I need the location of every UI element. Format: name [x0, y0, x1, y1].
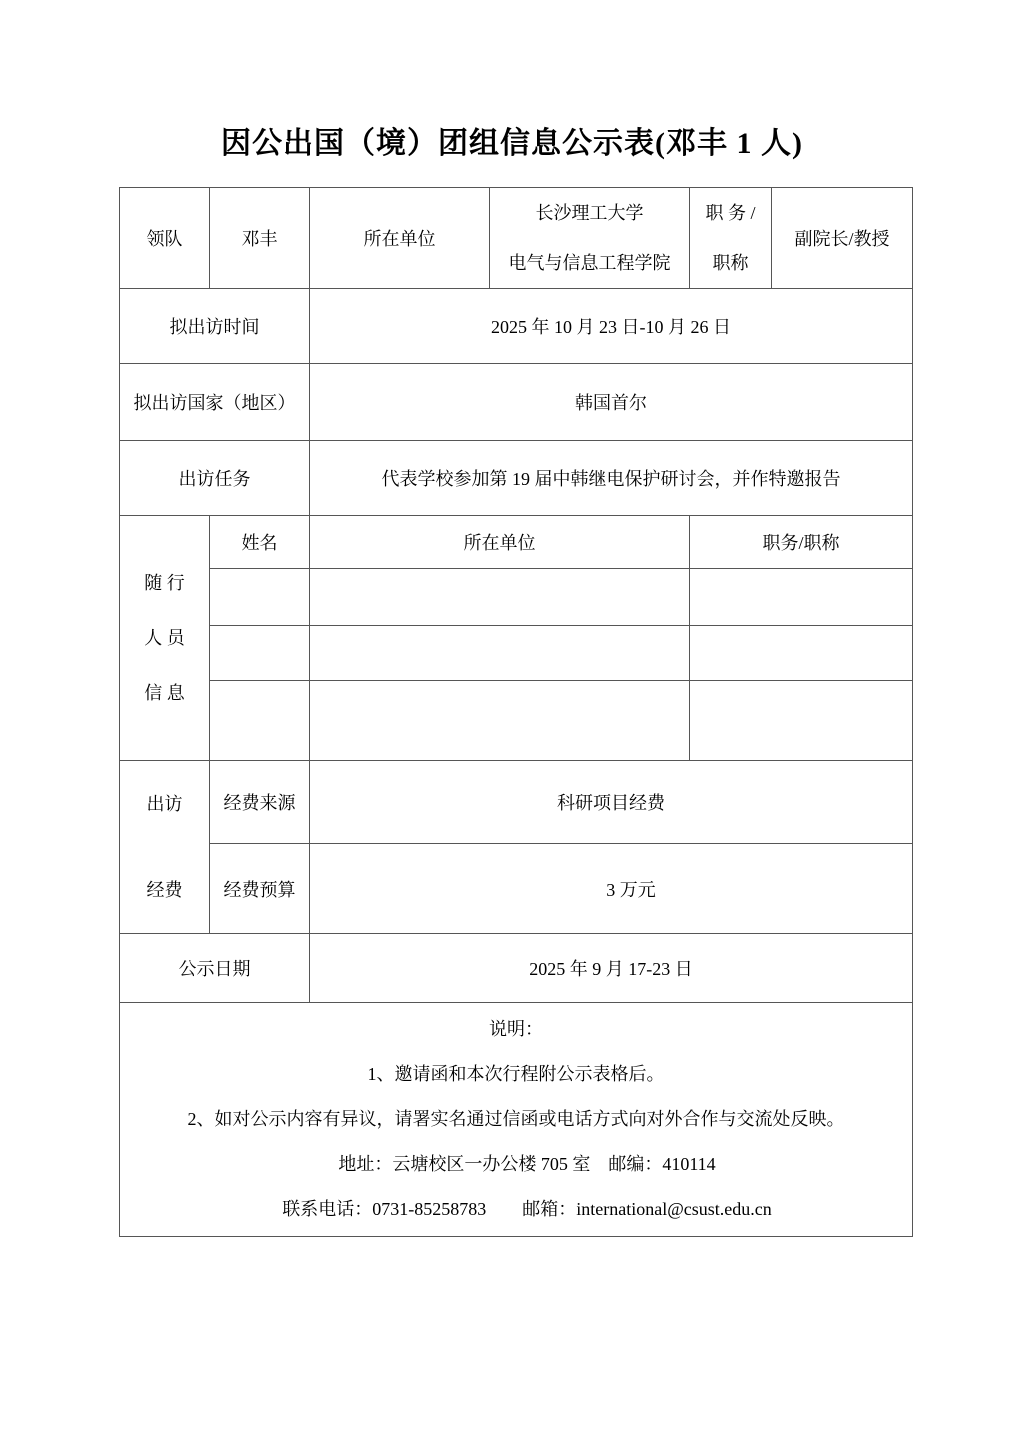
funding-budget-value-cell: 3 万元 — [310, 844, 913, 934]
companions-header-duty-cell: 职务/职称 — [690, 516, 913, 569]
leader-unit-line1: 长沙理工大学 — [535, 203, 644, 223]
companion-2-name-cell — [210, 626, 310, 681]
notes-cell — [120, 1003, 913, 1237]
publicity-label-cell: 公示日期 — [120, 934, 310, 1003]
companions-header-name-cell: 姓名 — [210, 516, 310, 569]
companions-label-line1: 随 行 — [144, 572, 185, 593]
leader-duty-label-cell — [690, 188, 772, 289]
companion-2-duty-cell — [690, 626, 913, 681]
notes-line-1: 1、邀请函和本次行程附公示表格后。 — [367, 1064, 665, 1084]
country-row — [120, 364, 913, 441]
leader-duty-value-cell: 副院长/教授 — [772, 188, 913, 289]
companion-3-duty-cell — [690, 681, 913, 761]
leader-duty-label-line1: 职 务 / — [705, 203, 756, 223]
publicity-value-cell: 2025 年 9 月 17-23 日 — [310, 934, 913, 1003]
funding-section-label-cell — [120, 761, 210, 934]
notes-address-line: 地址：云塘校区一办公楼 705 室 邮编：410114 — [338, 1154, 716, 1174]
notes-heading: 说明： — [489, 1019, 543, 1039]
leader-unit-value-cell — [490, 188, 690, 289]
funding-label-line1: 出访 — [146, 794, 183, 814]
companions-header-row — [120, 516, 913, 569]
companion-1-unit-cell — [310, 569, 690, 626]
country-label-cell: 拟出访国家（地区） — [120, 364, 310, 441]
companion-row-2 — [120, 626, 913, 681]
funding-label-line2: 经费 — [146, 880, 183, 900]
funding-budget-row — [120, 844, 913, 934]
time-value-cell: 2025 年 10 月 23 日-10 月 26 日 — [310, 289, 913, 364]
notes-line-2: 2、如对公示内容有异议，请署实名通过信函或电话方式向对外合作与交流处反映。 — [187, 1109, 845, 1129]
task-row — [120, 441, 913, 516]
companion-2-unit-cell — [310, 626, 690, 681]
companions-header-unit-cell: 所在单位 — [310, 516, 690, 569]
companion-3-unit-cell — [310, 681, 690, 761]
page-title: 因公出国（境）团组信息公示表(邓丰 1 人) — [221, 127, 803, 160]
companion-row-3 — [120, 681, 913, 761]
companions-label-line2: 人 员 — [144, 627, 185, 648]
task-label-cell: 出访任务 — [120, 441, 310, 516]
publicity-date-row — [120, 934, 913, 1003]
companions-label-line3: 信 息 — [144, 682, 185, 703]
task-value-cell: 代表学校参加第 19 届中韩继电保护研讨会，并作特邀报告 — [310, 441, 913, 516]
funding-source-label-cell: 经费来源 — [210, 761, 310, 844]
publicity-form-table — [119, 187, 913, 1237]
funding-budget-label-cell: 经费预算 — [210, 844, 310, 934]
leader-label-cell: 领队 — [120, 188, 210, 289]
time-row — [120, 289, 913, 364]
leader-duty-label-line2: 职称 — [712, 253, 749, 273]
country-value-cell: 韩国首尔 — [310, 364, 913, 441]
time-label-cell: 拟出访时间 — [120, 289, 310, 364]
leader-row — [120, 188, 913, 289]
companion-3-name-cell — [210, 681, 310, 761]
leader-unit-line2: 电气与信息工程学院 — [508, 253, 671, 273]
notes-row — [120, 1003, 913, 1237]
companion-row-1 — [120, 569, 913, 626]
notes-contact-line: 联系电话：0731-85258783 邮箱：international@csust.edu.cn — [282, 1199, 772, 1219]
companion-1-duty-cell — [690, 569, 913, 626]
funding-source-value-cell: 科研项目经费 — [310, 761, 913, 844]
companions-section-label-cell — [120, 516, 210, 761]
companion-1-name-cell — [210, 569, 310, 626]
leader-name-cell: 邓丰 — [210, 188, 310, 289]
funding-source-row — [120, 761, 913, 844]
leader-unit-label-cell: 所在单位 — [310, 188, 490, 289]
